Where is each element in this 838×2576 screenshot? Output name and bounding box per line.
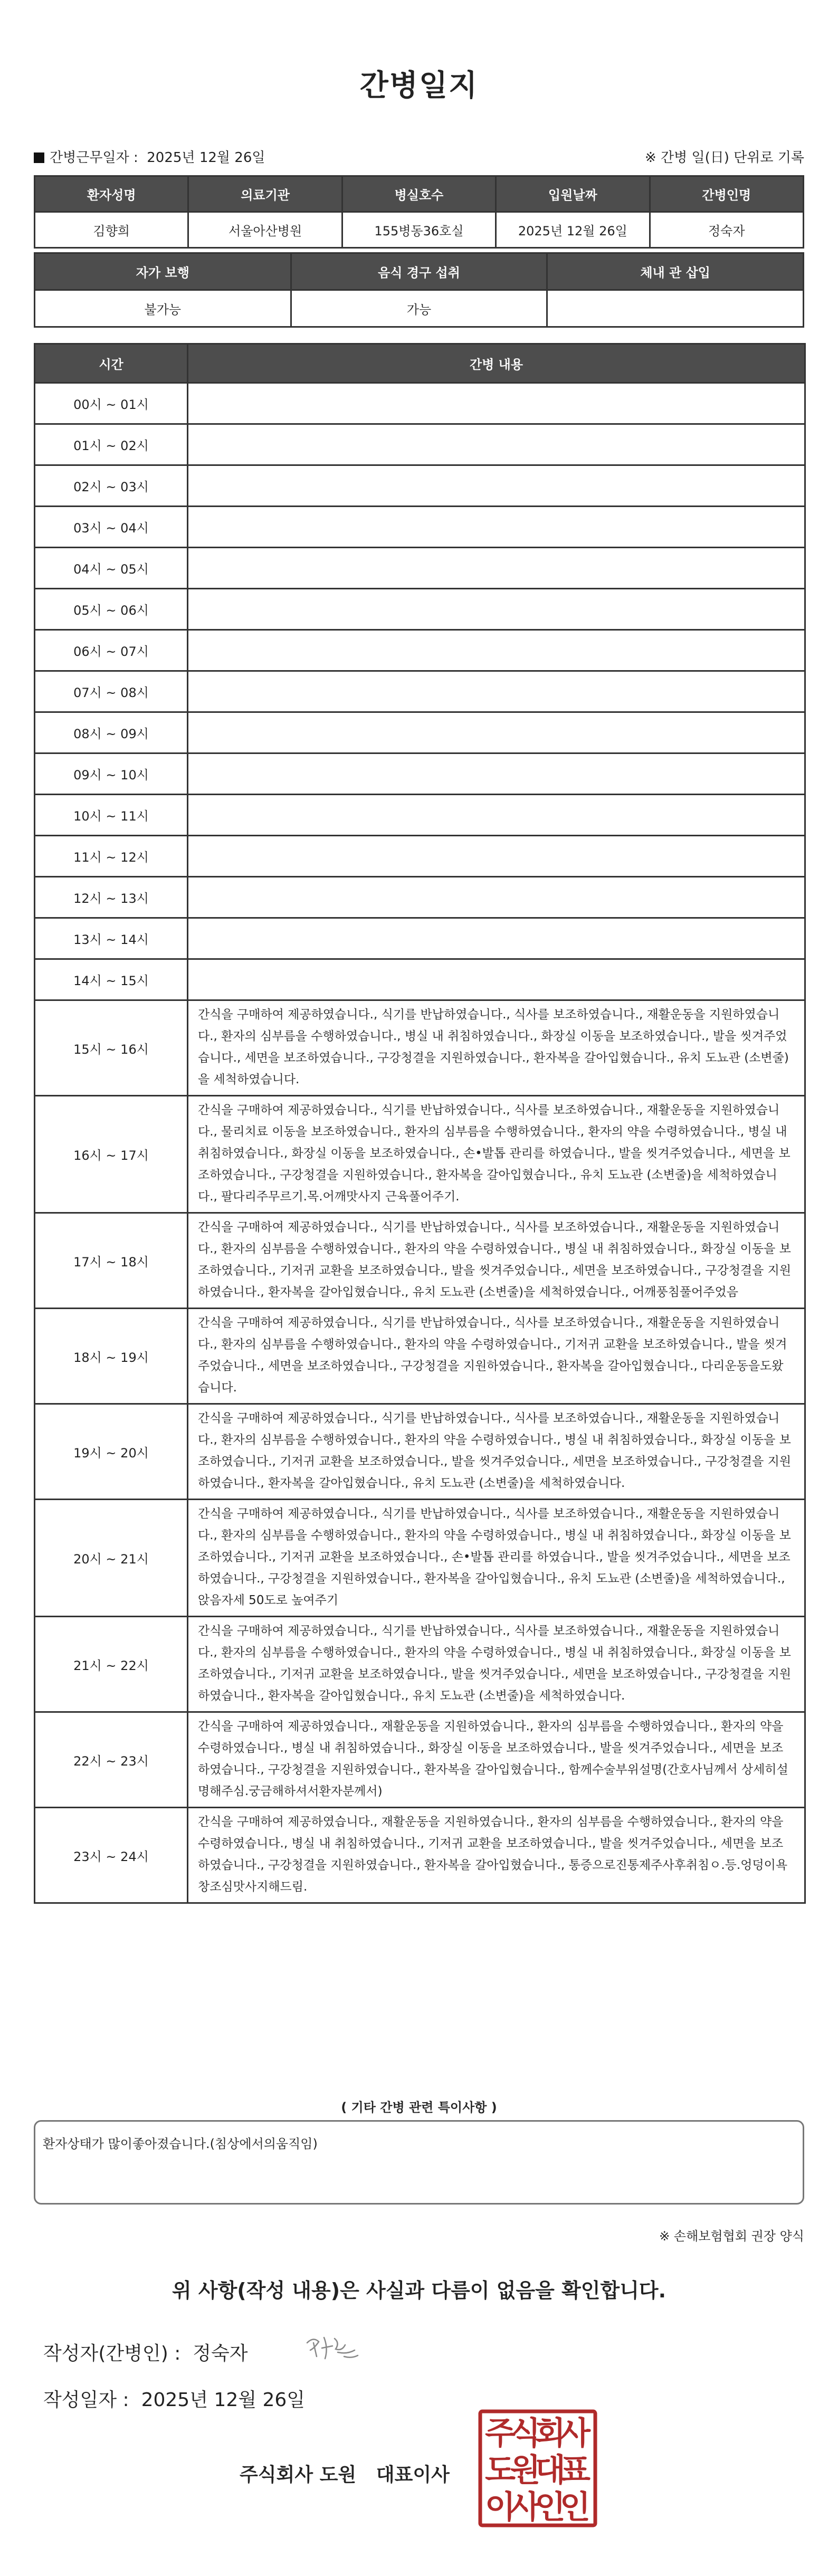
row-care-content: 간식을 구매하여 제공하였습니다., 식기를 반납하였습니다., 식사를 보조하였습니다., 재활운동을 지원하였습니다., 물리치료 이동을 보조하였습니다., 환자의 심부름을 수행하였습니다., 환자의 약을 수령하였습니다., 병실 내 취침하였습니다., 화장실 이동을 보조하였습니다., 손•발톱 관리를 하였습니다., 발을 씻겨주었습니다., 세면을 보조하였습니다., 구강청결을 지원하였습니다., 환자복을 갈아입혔습니다., 유치 도뇨관 (소변줄)을 세척하였습니다., 팔다리주무르기.목.어깨맛사지 근육풀어주기. bbox=[188, 1096, 805, 1213]
table-row bbox=[35, 630, 805, 671]
row-time: 00시 ~ 01시 bbox=[35, 383, 188, 424]
row-time: 04시 ~ 05시 bbox=[35, 548, 188, 589]
caregiver-name: 정숙자 bbox=[650, 212, 803, 248]
care-log-rows bbox=[35, 383, 805, 1903]
care-log-table bbox=[34, 343, 806, 1904]
row-time: 02시 ~ 03시 bbox=[35, 465, 188, 507]
row-care-content bbox=[188, 959, 805, 1000]
table-row bbox=[35, 424, 805, 465]
header-walking: 자가 보행 bbox=[35, 253, 291, 290]
written-date-line bbox=[43, 2385, 305, 2412]
table-row bbox=[35, 877, 805, 918]
table-row bbox=[35, 1808, 805, 1903]
row-care-content bbox=[188, 383, 805, 424]
row-care-content bbox=[188, 589, 805, 630]
table-row bbox=[35, 753, 805, 795]
header-tube: 체내 관 삽입 bbox=[547, 253, 804, 290]
svg-text:주식회사: 주식회사 bbox=[485, 2415, 591, 2452]
svg-text:이사인인: 이사인인 bbox=[485, 2489, 591, 2526]
patient-info-table bbox=[34, 175, 804, 249]
row-time: 09시 ~ 10시 bbox=[35, 753, 188, 795]
row-care-content bbox=[188, 424, 805, 465]
table-row bbox=[35, 712, 805, 753]
table-row bbox=[35, 1500, 805, 1617]
header-room: 병실호수 bbox=[342, 176, 496, 212]
header-hospital: 의료기관 bbox=[188, 176, 342, 212]
row-care-content bbox=[188, 918, 805, 959]
tube-status bbox=[547, 290, 804, 327]
row-time: 14시 ~ 15시 bbox=[35, 959, 188, 1000]
oral-intake-status: 가능 bbox=[291, 290, 547, 327]
table-row bbox=[35, 959, 805, 1000]
row-care-content: 간식을 구매하여 제공하였습니다., 식기를 반납하였습니다., 식사를 보조하였습니다., 재활운동을 지원하였습니다., 환자의 심부름을 수행하였습니다., 환자의 약을 수령하였습니다., 병실 내 취침하였습니다., 화장실 이동을 보조하였습니다., 기저귀 교환을 보조하였습니다., 발을 씻겨주었습니다., 세면을 보조하였습니다., 구강청결을 지원하였습니다., 환자복을 갈아입혔습니다., 유치 도뇨관 (소변줄)을 세척하였습니다., 어깨풍침풀어주었음 bbox=[188, 1213, 805, 1309]
svg-text:도원대표: 도원대표 bbox=[485, 2452, 591, 2489]
work-date bbox=[34, 147, 265, 166]
special-notes-title: ( 기타 간병 관련 특이사항 ) bbox=[341, 2100, 497, 2115]
table-row bbox=[35, 383, 805, 424]
row-time: 17시 ~ 18시 bbox=[35, 1213, 188, 1309]
work-date-label: 간병근무일자 : bbox=[50, 150, 138, 166]
header-caregiver-name: 간병인명 bbox=[650, 176, 803, 212]
row-time: 21시 ~ 22시 bbox=[35, 1617, 188, 1712]
row-care-content bbox=[188, 548, 805, 589]
work-date-value: 2025년 12월 26일 bbox=[147, 150, 265, 166]
row-care-content bbox=[188, 877, 805, 918]
table-row bbox=[35, 465, 805, 507]
table-row bbox=[35, 836, 805, 877]
row-care-content: 간식을 구매하여 제공하였습니다., 재활운동을 지원하였습니다., 환자의 심부름을 수행하였습니다., 환자의 약을 수령하였습니다., 병실 내 취침하였습니다., 화장실 이동을 보조하였습니다., 발을 씻겨주었습니다., 세면을 보조하였습니다., 구강청결을 지원하였습니다., 환자복을 갈아입혔습니다., 함께수술부위설명(간호사님께서 상세히설명해주심.궁금해하셔서환자분께서) bbox=[188, 1712, 805, 1808]
table-row bbox=[35, 548, 805, 589]
row-care-content: 간식을 구매하여 제공하였습니다., 식기를 반납하였습니다., 식사를 보조하였습니다., 재활운동을 지원하였습니다., 환자의 심부름을 수행하였습니다., 환자의 약을 수령하였습니다., 기저귀 교환을 보조하였습니다., 발을 씻겨주었습니다., 세면을 보조하였습니다., 구강청결을 지원하였습니다., 환자복을 갈아입혔습니다., 다리운동을도왔습니다. bbox=[188, 1309, 805, 1404]
row-time: 10시 ~ 11시 bbox=[35, 795, 188, 836]
row-care-content bbox=[188, 795, 805, 836]
hospital: 서울아산병원 bbox=[188, 212, 342, 248]
walking-status: 불가능 bbox=[35, 290, 291, 327]
row-time: 01시 ~ 02시 bbox=[35, 424, 188, 465]
row-care-content bbox=[188, 836, 805, 877]
row-care-content bbox=[188, 712, 805, 753]
row-care-content: 간식을 구매하여 제공하였습니다., 재활운동을 지원하였습니다., 환자의 심부름을 수행하였습니다., 환자의 약을 수령하였습니다., 병실 내 취침하였습니다., 기저귀 교환을 보조하였습니다., 발을 씻겨주었습니다., 세면을 보조하였습니다., 구강청결을 지원하였습니다., 환자복을 갈아입혔습니다., 통증으로진통제주사후취침ㅇ.등.엉덩이욕창조심맛사지해드림. bbox=[188, 1808, 805, 1903]
row-time: 15시 ~ 16시 bbox=[35, 1000, 188, 1096]
row-care-content bbox=[188, 465, 805, 507]
row-time: 20시 ~ 21시 bbox=[35, 1500, 188, 1617]
row-time: 13시 ~ 14시 bbox=[35, 918, 188, 959]
header-patient-name: 환자성명 bbox=[35, 176, 188, 212]
row-time: 06시 ~ 07시 bbox=[35, 630, 188, 671]
row-time: 23시 ~ 24시 bbox=[35, 1808, 188, 1903]
special-notes-text: 환자상태가 많이좋아졌습니다.(침상에서의움직임) bbox=[43, 2136, 318, 2151]
handwritten-signature bbox=[303, 2327, 361, 2369]
written-date-label: 작성일자 : bbox=[43, 2389, 129, 2411]
row-care-content bbox=[188, 507, 805, 548]
row-care-content: 간식을 구매하여 제공하였습니다., 식기를 반납하였습니다., 식사를 보조하였습니다., 재활운동을 지원하였습니다., 환자의 심부름을 수행하였습니다., 병실 내 취침하였습니다., 화장실 이동을 보조하였습니다., 발을 씻겨주었습니다., 세면을 보조하였습니다., 구강청결을 지원하였습니다., 환자복을 갈아입혔습니다., 유치 도뇨관 (소변줄)을 세척하였습니다. bbox=[188, 1000, 805, 1096]
row-care-content: 간식을 구매하여 제공하였습니다., 식기를 반납하였습니다., 식사를 보조하였습니다., 재활운동을 지원하였습니다., 환자의 심부름을 수행하였습니다., 환자의 약을 수령하였습니다., 병실 내 취침하였습니다., 화장실 이동을 보조하였습니다., 기저귀 교환을 보조하였습니다., 손•발톱 관리를 하였습니다., 발을 씻겨주었습니다., 세면을 보조하였습니다., 구강청결을 지원하였습니다., 환자복을 갈아입혔습니다., 유치 도뇨관 (소변줄)을 세척하였습니다., 앉음자세 50도로 높여주기 bbox=[188, 1500, 805, 1617]
row-care-content: 간식을 구매하여 제공하였습니다., 식기를 반납하였습니다., 식사를 보조하였습니다., 재활운동을 지원하였습니다., 환자의 심부름을 수행하였습니다., 환자의 약을 수령하였습니다., 병실 내 취침하였습니다., 화장실 이동을 보조하였습니다., 기저귀 교환을 보조하였습니다., 발을 씻겨주었습니다., 세면을 보조하였습니다., 구강청결을 지원하였습니다., 환자복을 갈아입혔습니다., 유치 도뇨관 (소변줄)을 세척하였습니다. bbox=[188, 1617, 805, 1712]
confirmation-statement: 위 사항(작성 내용)은 사실과 다름이 없음을 확인합니다. bbox=[172, 2279, 666, 2302]
care-status-table bbox=[34, 252, 804, 328]
row-time: 11시 ~ 12시 bbox=[35, 836, 188, 877]
header-oral-intake: 음식 경구 섭취 bbox=[291, 253, 547, 290]
row-time: 18시 ~ 19시 bbox=[35, 1309, 188, 1404]
row-care-content bbox=[188, 753, 805, 795]
table-row bbox=[35, 1617, 805, 1712]
work-date-line bbox=[34, 147, 804, 165]
row-care-content bbox=[188, 671, 805, 712]
header-time: 시간 bbox=[35, 344, 188, 383]
row-time: 08시 ~ 09시 bbox=[35, 712, 188, 753]
row-care-content bbox=[188, 630, 805, 671]
header-admission-date: 입원날짜 bbox=[496, 176, 650, 212]
table-row bbox=[35, 1309, 805, 1404]
unit-note: ※ 간병 일(日) 단위로 기록 bbox=[644, 150, 804, 166]
table-row bbox=[35, 918, 805, 959]
table-row bbox=[35, 507, 805, 548]
table-row bbox=[35, 795, 805, 836]
admission-date: 2025년 12월 26일 bbox=[496, 212, 650, 248]
written-date: 2025년 12월 26일 bbox=[141, 2389, 306, 2411]
company-name: 주식회사 도원 대표이사 bbox=[240, 2464, 450, 2486]
table-row bbox=[35, 589, 805, 630]
row-time: 12시 ~ 13시 bbox=[35, 877, 188, 918]
row-time: 22시 ~ 23시 bbox=[35, 1712, 188, 1808]
recommend-note: ※ 손해보험협회 권장 양식 bbox=[659, 2229, 804, 2244]
square-bullet-icon bbox=[34, 152, 44, 163]
row-care-content: 간식을 구매하여 제공하였습니다., 식기를 반납하였습니다., 식사를 보조하였습니다., 재활운동을 지원하였습니다., 환자의 심부름을 수행하였습니다., 환자의 약을 수령하였습니다., 병실 내 취침하였습니다., 화장실 이동을 보조하였습니다., 기저귀 교환을 보조하였습니다., 발을 씻겨주었습니다., 세면을 보조하였습니다., 구강청결을 지원하였습니다., 환자복을 갈아입혔습니다., 유치 도뇨관 (소변줄)을 세척하였습니다. bbox=[188, 1404, 805, 1500]
patient-name: 김향희 bbox=[35, 212, 188, 248]
page-title: 간병일지 bbox=[359, 69, 479, 103]
special-notes-box bbox=[34, 2120, 804, 2205]
room: 155병동36호실 bbox=[342, 212, 496, 248]
table-row bbox=[35, 671, 805, 712]
table-row bbox=[35, 1404, 805, 1500]
row-time: 07시 ~ 08시 bbox=[35, 671, 188, 712]
row-time: 03시 ~ 04시 bbox=[35, 507, 188, 548]
row-time: 16시 ~ 17시 bbox=[35, 1096, 188, 1213]
row-time: 05시 ~ 06시 bbox=[35, 589, 188, 630]
writer-line bbox=[43, 2339, 248, 2365]
writer-name: 정숙자 bbox=[193, 2343, 248, 2364]
company-seal bbox=[478, 2409, 597, 2527]
writer-label: 작성자(간병인) : bbox=[43, 2343, 181, 2364]
table-row bbox=[35, 1213, 805, 1309]
table-row bbox=[35, 1000, 805, 1096]
table-row bbox=[35, 1096, 805, 1213]
row-time: 19시 ~ 20시 bbox=[35, 1404, 188, 1500]
table-row bbox=[35, 1712, 805, 1808]
header-care-content: 간병 내용 bbox=[188, 344, 805, 383]
